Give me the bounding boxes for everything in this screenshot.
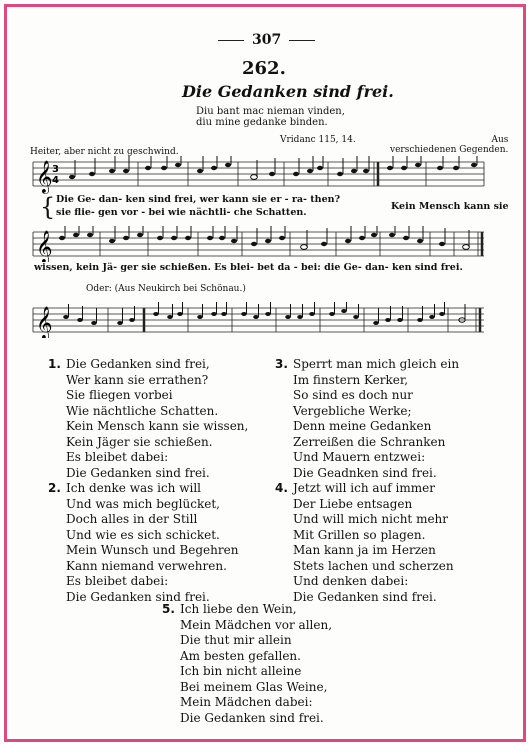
stanza-line: Die Gedanken sind frei,	[66, 357, 210, 371]
stanza-line: Ich denke was ich will	[66, 481, 201, 495]
lyrics-line: Kein Mensch kann sie	[391, 201, 509, 212]
stanza-line: Sie fliegen vorbei	[66, 388, 173, 402]
stanza-3	[275, 357, 460, 481]
source-citation: Vridanc 115, 14.	[280, 135, 356, 145]
tempo-marking: Heiter, aber nicht zu geschwind.	[30, 147, 179, 157]
stanza-line: Im finstern Kerker,	[293, 372, 409, 387]
stanza-line: Und was mich beglücket,	[66, 496, 220, 511]
music-staff-1	[28, 156, 490, 196]
lyrics-line: sie flie- gen vor - bei wie nächtli- che Schatten.	[56, 207, 307, 218]
stanza-line: Am besten gefallen.	[180, 648, 301, 663]
stanza-line: Die Gedanken sind frei.	[66, 465, 210, 480]
song-title: Die Gedanken sind frei.	[182, 82, 394, 101]
stanza-4	[275, 481, 454, 605]
stanza-line: Kein Mensch kann sie wissen,	[66, 419, 249, 433]
stanza-line: Und will mich nicht mehr	[293, 512, 449, 526]
music-staff-2	[28, 226, 490, 262]
stanza-line: Die Gedanken sind frei.	[180, 710, 324, 725]
stanza-number: 4.	[275, 481, 288, 495]
stanza-line: Die Geadnken sind frei.	[293, 465, 437, 480]
stanza-line: Der Liebe entsagen	[293, 496, 413, 511]
stanza-line: Bei meinem Glas Weine,	[180, 679, 328, 694]
stanza-line: Wer kann sie errathen?	[66, 372, 209, 387]
stanza-line: Sperrt man mich gleich ein	[293, 357, 460, 371]
stanza-line: Vergebliche Werke;	[293, 403, 412, 418]
stanza-number: 1.	[48, 357, 61, 371]
stanza-5	[162, 602, 333, 726]
motto-line: Diu bant mac nieman vinden,	[196, 106, 345, 117]
stanza-line: Es bleibet dabei:	[66, 450, 169, 464]
stanza-line: Und Mauern entzwei:	[293, 450, 426, 464]
variant-note: Oder: (Aus Neukirch bei Schönau.)	[86, 284, 246, 294]
stanza-line: Doch alles in der Still	[66, 512, 198, 526]
stanza-line: Denn meine Gedanken	[293, 419, 432, 433]
stanza-line: Mein Mädchen dabei:	[180, 695, 313, 709]
stanza-line: Ich liebe den Wein,	[180, 602, 297, 616]
lyrics-line: Die Ge- dan- ken sind frei, wer kann sie er - ra- then?	[56, 194, 341, 205]
stanza-2	[48, 481, 239, 605]
svg-text:𝄞: 𝄞	[36, 306, 53, 338]
origin-note	[390, 135, 508, 155]
stanza-line: Ich bin nicht alleine	[180, 664, 302, 678]
stanza-number: 2.	[48, 481, 61, 495]
page-number: 307	[210, 32, 323, 48]
lyrics-line: wissen, kein Jä- ger sie schießen. Es blei- bet da - bei: die Ge- dan- ken sind frei.	[34, 262, 463, 273]
stanza-number: 3.	[275, 357, 288, 371]
stanza-line: Man kann ja im Herzen	[293, 543, 436, 557]
stanza-line: Kann niemand verwehren.	[66, 558, 227, 573]
stanza-line: Stets lachen und scherzen	[293, 558, 454, 573]
stanza-line: Mein Wunsch und Begehren	[66, 543, 239, 557]
svg-text:3: 3	[52, 164, 59, 175]
stanza-line: Die Gedanken sind frei.	[293, 589, 437, 604]
stanza-line: Die Gedanken sind frei.	[66, 589, 210, 604]
stanza-line: Jetzt will ich auf immer	[293, 481, 435, 495]
stanza-line: Und wie es sich schicket.	[66, 527, 220, 542]
stanza-line: Zerreißen die Schranken	[293, 434, 446, 449]
stanza-line: Und denken dabei:	[293, 574, 409, 588]
song-number: 262.	[242, 58, 286, 79]
stanza-line: Es bleibet dabei:	[66, 574, 169, 588]
lyrics-verse-1: {	[40, 193, 56, 221]
stanza-line: Mein Mädchen vor allen,	[180, 617, 333, 632]
origin-line: Aus	[491, 135, 509, 145]
stanza-line: Wie nächtliche Schatten.	[66, 403, 219, 418]
music-staff-3	[28, 302, 490, 338]
stanza-line: So sind es doch nur	[293, 388, 413, 402]
stanza-line: Die thut mir allein	[180, 633, 292, 647]
stanza-line: Kein Jäger sie schießen.	[66, 434, 213, 449]
stanza-line: Mit Grillen so plagen.	[293, 527, 426, 542]
origin-line: verschiedenen Gegenden.	[390, 145, 509, 155]
motto-line: diu mine gedanke binden.	[196, 117, 328, 128]
svg-text:𝄞: 𝄞	[36, 230, 53, 262]
svg-text:𝄞: 𝄞	[36, 160, 53, 193]
stanza-number: 5.	[162, 602, 175, 616]
svg-text:4: 4	[52, 175, 59, 186]
stanza-1	[48, 357, 249, 481]
motto	[196, 106, 345, 128]
